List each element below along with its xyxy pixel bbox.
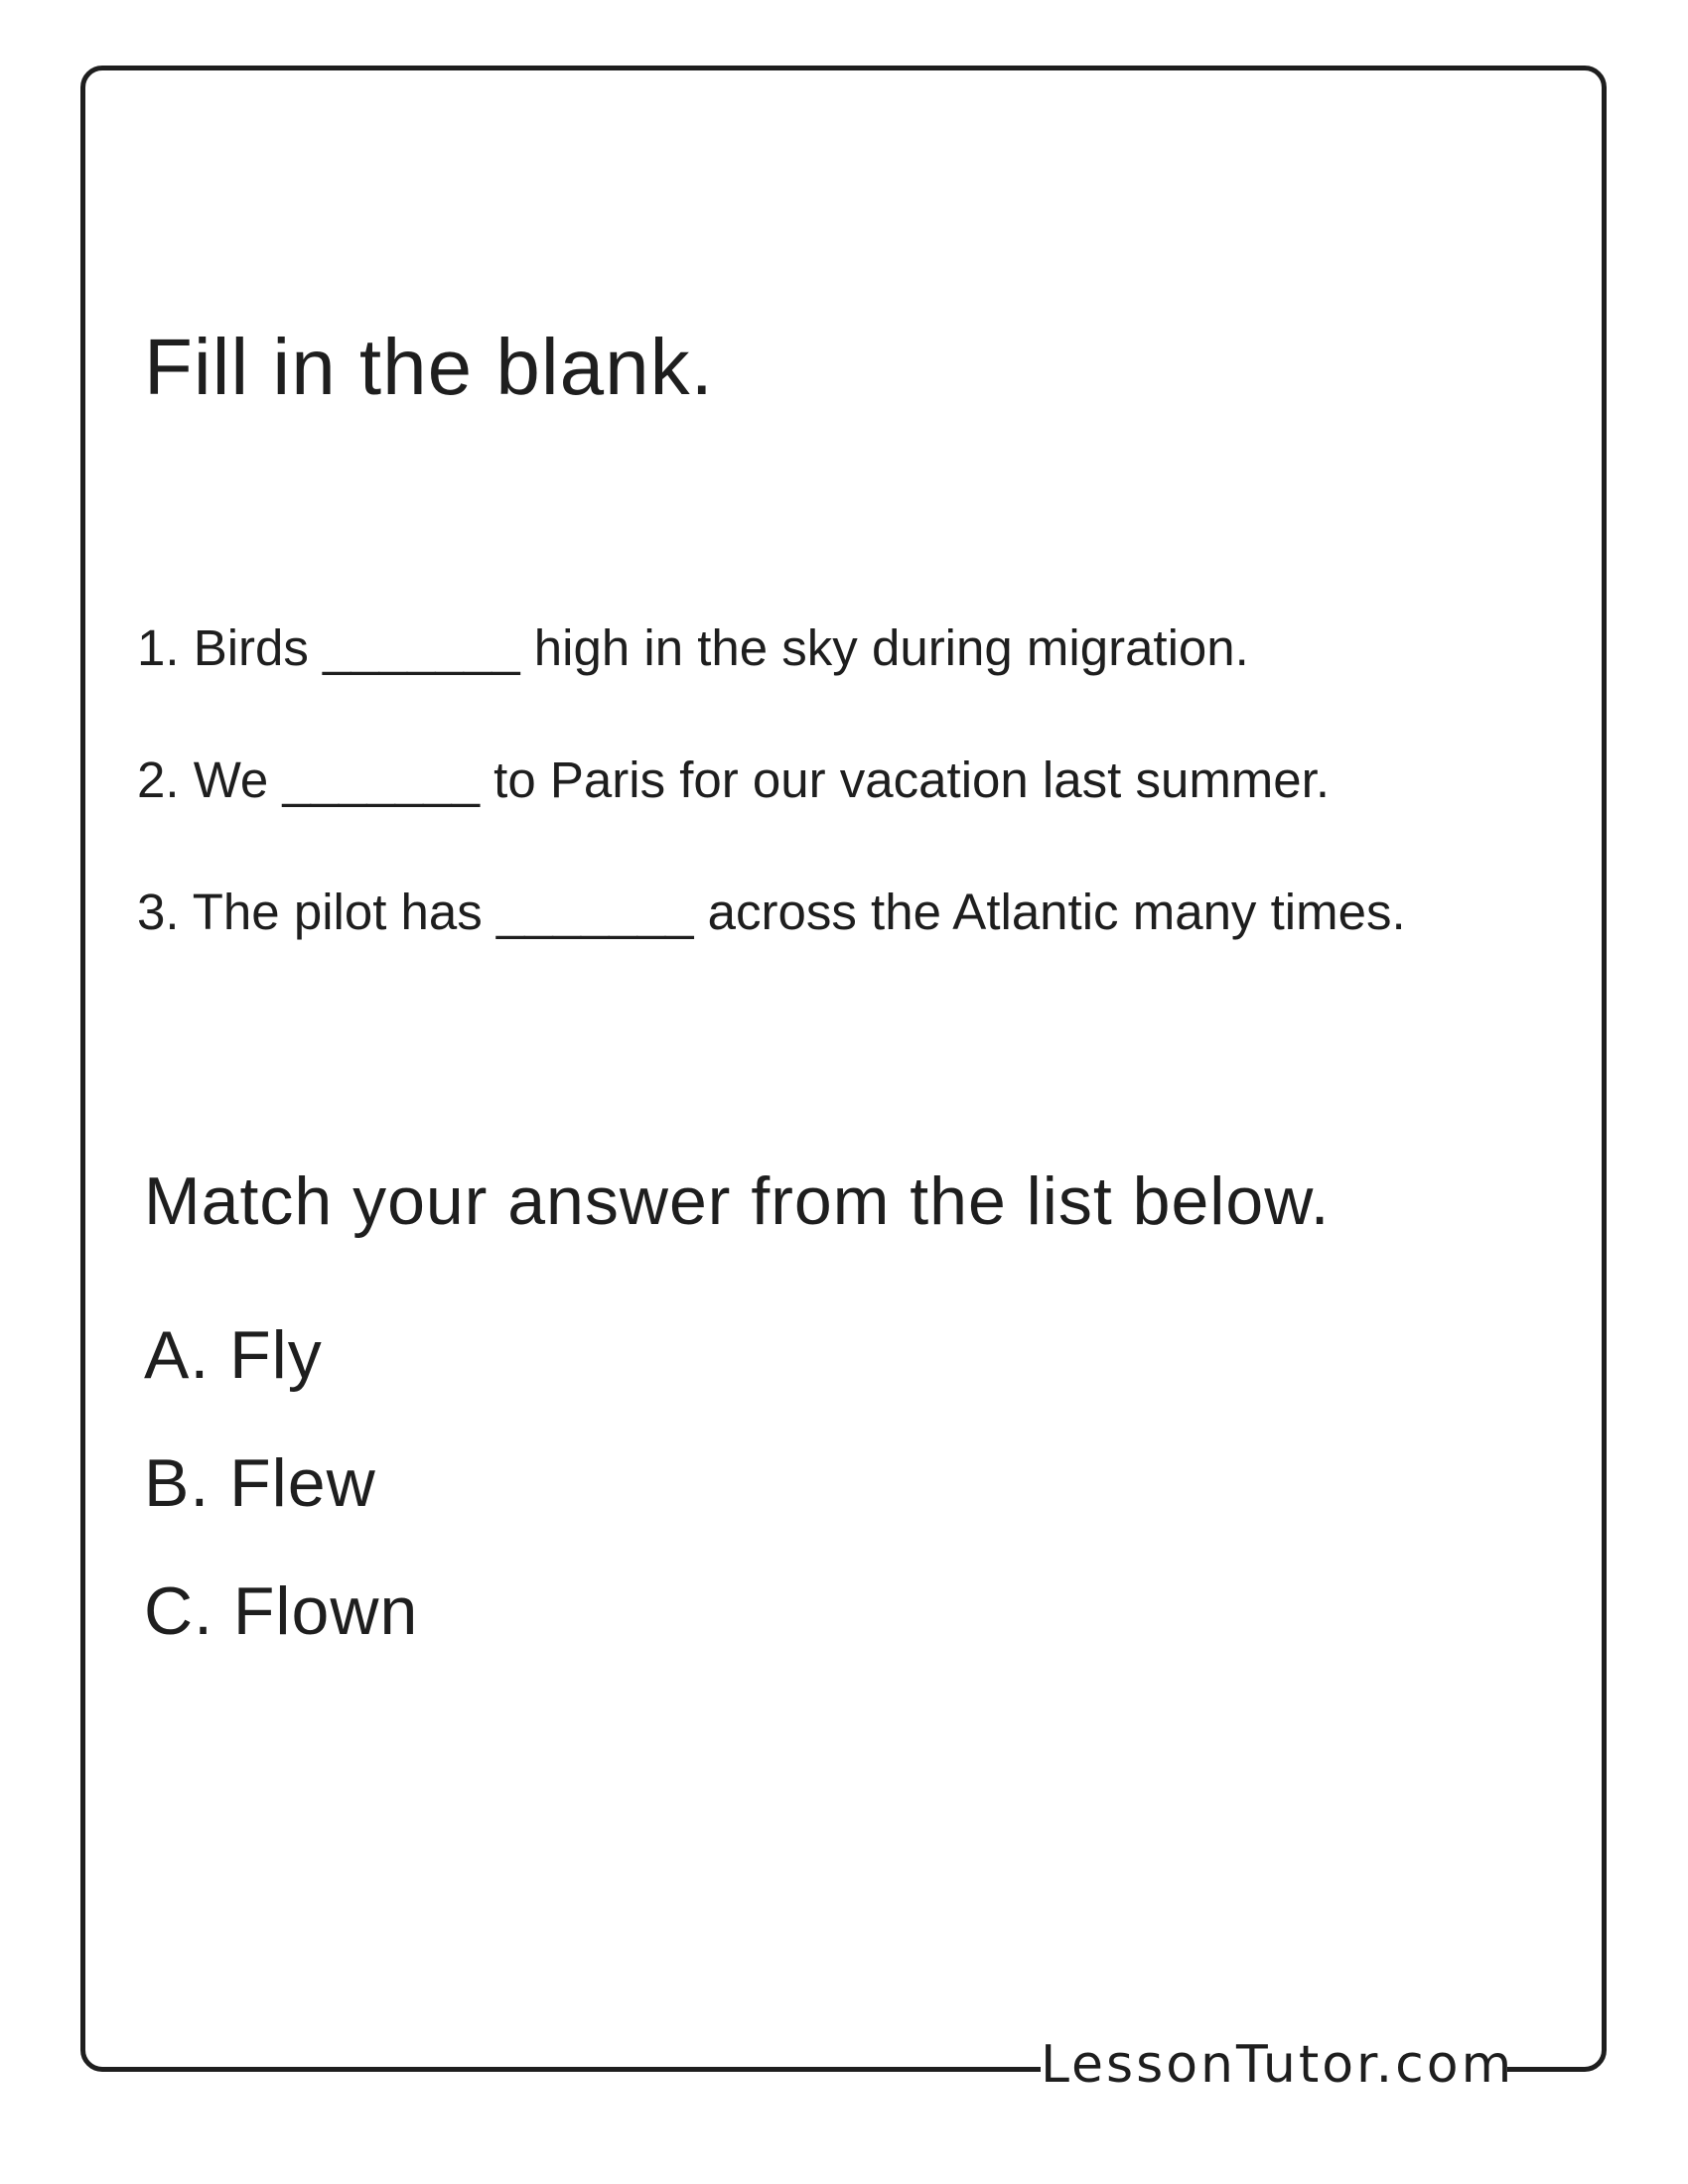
match-heading: Match your answer from the list below. [144,1163,1331,1239]
question-1: 1. Birds _______ high in the sky during migration. [137,619,1249,676]
question-2: 2. We _______ to Paris for our vacation last summer. [137,751,1330,808]
question-list [137,615,1406,1012]
answer-options [144,1310,418,1695]
option-b: B. Flew [144,1445,376,1521]
question-3: 3. The pilot has _______ across the Atlantic many times. [137,884,1406,940]
option-c: C. Flown [144,1573,419,1649]
footer-brand: LessonTutor.com [1041,2035,1515,2095]
worksheet-title: Fill in the blank. [144,323,714,411]
option-a: A. Fly [144,1317,323,1393]
